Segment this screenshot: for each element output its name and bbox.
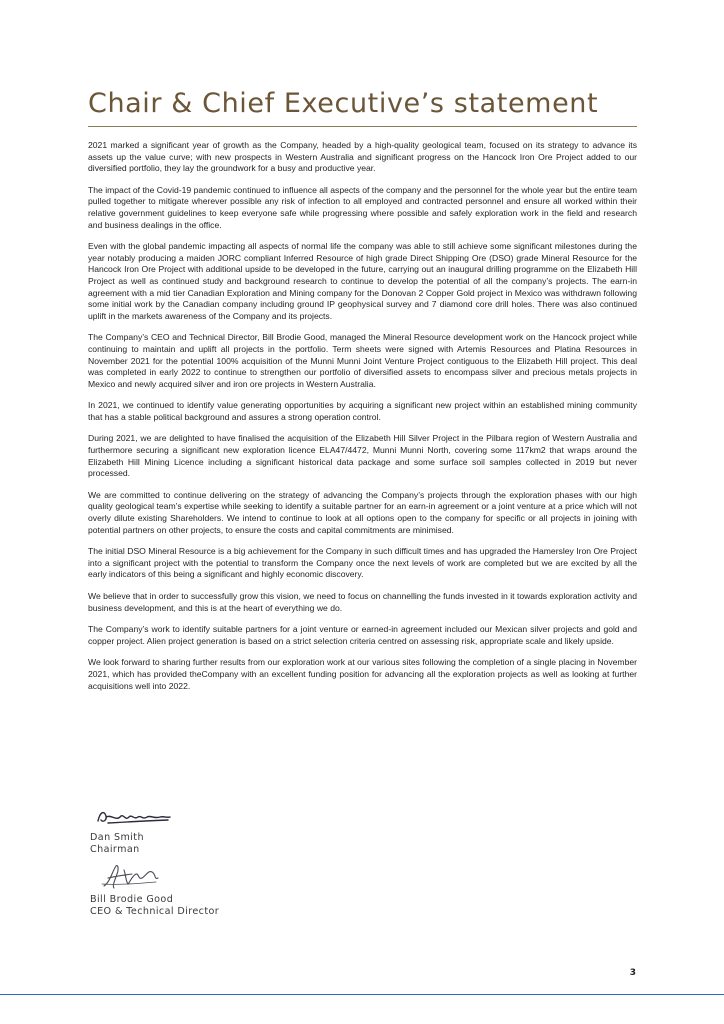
paragraph: Even with the global pandemic impacting all aspects of normal life the company was able to still achieve some significant milestones during the year notably producing a maiden JORC compliant Inferred Resource of high grade Direct Shipping Ore (DSO) grade Mineral Resource for the Hancock Iron Ore Project with additional upside to be developed in the future, carrying out an inaugural drilling programme on the Elizabeth Hill Project as well as continued study and background research to continue to develop the potential of all the company’s projects. The earn-in agreement with a mid tier Canadian Exploration and Mining company for the Donovan 2 Copper Gold project in Mexico was withdrawn following some initial work by the Canadian company including ground IP geophysical survey and 7 diamond core drill holes. There was also continued uplift in the markets awareness of the Company and its projects. xyxy=(88,241,637,321)
ceo-signature xyxy=(98,860,162,892)
paragraph: We believe that in order to successfully grow this vision, we need to focus on channelling the funds invested in it towards exploration activity and business development, and this is at the heart of everything we do. xyxy=(88,591,637,613)
signatory-name: Dan Smith xyxy=(90,832,144,843)
paragraph: The initial DSO Mineral Resource is a big achievement for the Company in such difficult times and has upgraded the Hamersley Iron Ore Project into a significant project with the potential to transform the Company once the next levels of work are completed but we are excited by all the early indicators of this being a significant and highly economic discovery. xyxy=(88,546,637,580)
footer-divider xyxy=(0,994,724,995)
paragraph: The Company’s work to identify suitable partners for a joint venture or earned-in agreement included our Mexican silver projects and gold and copper project. Alien project generation is based on a strict selection criteria centred on assessing risk, appropriate scale and likely upside. xyxy=(88,624,637,646)
signatory-block xyxy=(90,832,144,856)
page-title: Chair & Chief Executive’s statement xyxy=(88,88,599,119)
paragraph: In 2021, we continued to identify value generating opportunities by acquiring a significant new project within an established mining community that has a stable political background and assures a strong operation control. xyxy=(88,400,637,422)
paragraph: The Company’s CEO and Technical Director, Bill Brodie Good, managed the Mineral Resource development work on the Hancock project while continuing to maintain and uplift all projects in the portfolio. Term sheets were signed with Artemis Resources and Platina Resources in November 2021 for the potential 100% acquisition of the Munni Munni Joint Venture Project contiguous to the Elizabeth Hill project. This deal was completed in early 2022 to continue to strengthen our portfolio of diversified assets to encompass silver and precious metals projects in Mexico and newly acquired silver and iron ore projects in Western Australia. xyxy=(88,332,637,389)
signatory-role: CEO & Technical Director xyxy=(90,906,220,917)
signatory-block xyxy=(90,894,219,918)
paragraph: The impact of the Covid-19 pandemic continued to influence all aspects of the company and the personnel for the whole year but the entire team pulled together to mitigate wherever possible any risk of infection to all employed and contracted personnel and ensure all worked within their relative government guidelines to keep everyone safe while progressing where possible and safely exploration work in the field and research and business dealings in the office. xyxy=(88,184,637,230)
statement-body xyxy=(88,140,637,702)
chairman-signature xyxy=(94,806,172,828)
paragraph: We look forward to sharing further results from our exploration work at our various sites following the completion of a single placing in November 2021, which has provided theCompany with an excellent funding position for advancing all the exploration projects as well as looking at further acquisitions well into 2022. xyxy=(88,657,637,691)
signatory-name: Bill Brodie Good xyxy=(90,894,174,905)
page-number: 3 xyxy=(629,968,636,978)
title-divider xyxy=(88,126,637,127)
paragraph: 2021 marked a significant year of growth as the Company, headed by a high-quality geological team, focused on its strategy to advance its assets up the value curve; with new prospects in Western Australia and significant progress on the Hancock Iron Ore Project added to our diversified portfolio, they lay the groundwork for a busy and productive year. xyxy=(88,140,637,174)
paragraph: We are committed to continue delivering on the strategy of advancing the Company’s projects through the exploration phases with our high quality geological team’s expertise while seeking to identify a suitable partner for an earn-in agreement or a joint venture at a price which will not overly dilute existing Shareholders. We intend to continue to look at all options open to the company for specific or all projects in joining with potential partners on other projects, to ensure the costs and capital commitments are minimised. xyxy=(88,489,637,535)
signatory-role: Chairman xyxy=(90,844,140,855)
paragraph: During 2021, we are delighted to have finalised the acquisition of the Elizabeth Hill Silver Project in the Pilbara region of Western Australia and furthermore securing a significant new exploration licence ELA47/4472, Munni Munni North, covering some 117km2 that wraps around the Elizabeth Hill Mining Licence including a significant historical data package and some surface soil samples collected in 2019 but never processed. xyxy=(88,433,637,479)
